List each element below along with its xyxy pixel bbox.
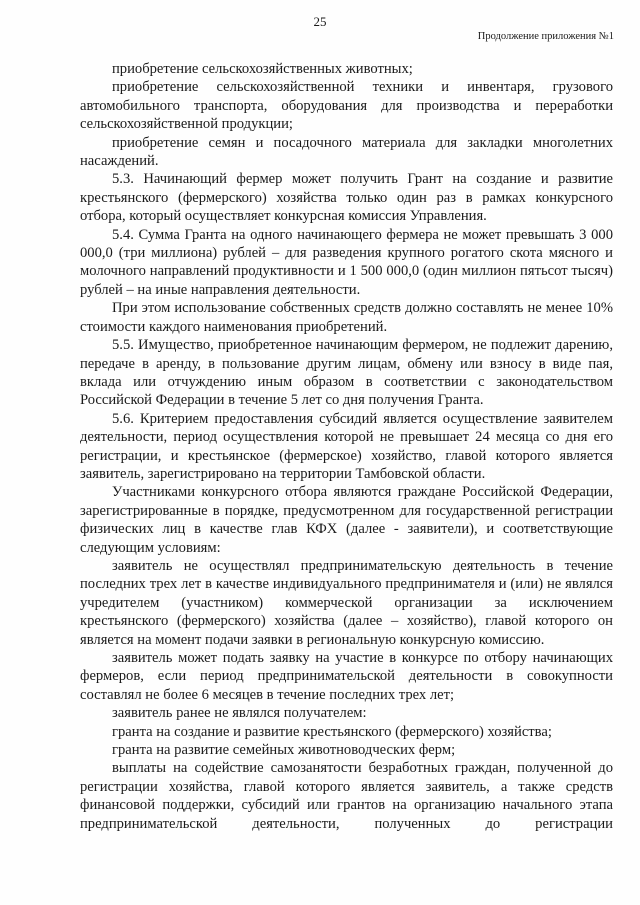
paragraph: выплаты на содействие самозанятости безработных граждан, полученной до регистрации хозяйства, главой которого является заявитель, а также средств финансовой поддержки, субсидий или грантов на организацию начального этапа предпринимательской деятельности, полученных до регистрации	[80, 760, 613, 832]
body-text	[80, 60, 613, 833]
paragraph: заявитель не осуществлял предпринимательскую деятельность в течение последних трех лет в качестве индивидуального предпринимателя и (или) не являлся учредителем (участником) коммерческой организации за исключением крестьянского (фермерского) хозяйства (далее – хозяйство), главой которого он является на момент подачи заявки в региональную конкурсную комиссию.	[80, 557, 613, 648]
paragraph: приобретение семян и посадочного материала для закладки многолетних насаждений.	[80, 134, 613, 170]
page-number: 25	[313, 14, 327, 29]
paragraph: гранта на развитие семейных животноводческих ферм;	[112, 742, 456, 759]
appendix-note: Продолжение приложения №1	[477, 31, 614, 42]
paragraph: заявитель ранее не являлся получателем:	[112, 705, 367, 722]
paragraph: гранта на создание и развитие крестьянского (фермерского) хозяйства;	[112, 723, 552, 740]
paragraph: 5.6. Критерием предоставления субсидий является осуществление заявителем деятельности, период осуществления которой не превышает 24 месяца со дня его регистрации, и крестьянское (фермерское) хозяйство, главой которого является заявитель, зарегистрировано на территории Тамбовской области.	[80, 410, 613, 482]
paragraph: При этом использование собственных средств должно составлять не менее 10% стоимости каждого наименования приобретений.	[80, 300, 613, 335]
paragraph: Участниками конкурсного отбора являются граждане Российской Федерации, зарегистрированные в порядке, предусмотренном для государственной регистрации физических лиц в качестве глав КФХ (далее - заявители), и соответствующие следующим условиям:	[80, 484, 613, 556]
paragraph: 5.5. Имущество, приобретенное начинающим фермером, не подлежит дарению, передаче в аренду, в пользование другим лицам, обмену или взносу в виде пая, вклада или отчуждению иным образом в соответствии с законодательством Российской Федерации в течение 5 лет со дня получения Гранта.	[80, 337, 613, 409]
paragraph: приобретение сельскохозяйственных животных;	[112, 61, 413, 77]
paragraph: 5.3. Начинающий фермер может получить Грант на создание и развитие крестьянского (фермерского) хозяйства только один раз в рамках конкурсного отбора, который осуществляет конкурсная комиссия Управления.	[80, 171, 613, 225]
paragraph: приобретение сельскохозяйственной техники и инвентаря, грузового автомобильного транспорта, оборудования для производства и переработки сельскохозяйственной продукции;	[80, 79, 613, 133]
paragraph: 5.4. Сумма Гранта на одного начинающего фермера не может превышать 3 000 000,0 (три миллиона) рублей – для разведения крупного рогатого скота мясного и молочного направлений продуктивности и 1 500 000,0 (один миллион пятьсот тысяч) рублей – на иные направления деятельности.	[80, 226, 613, 298]
paragraph: заявитель может подать заявку на участие в конкурсе по отбору начинающих фермеров, если период предпринимательской деятельности в совокупности составлял не более 6 месяцев в течение последних трех лет;	[80, 650, 613, 703]
